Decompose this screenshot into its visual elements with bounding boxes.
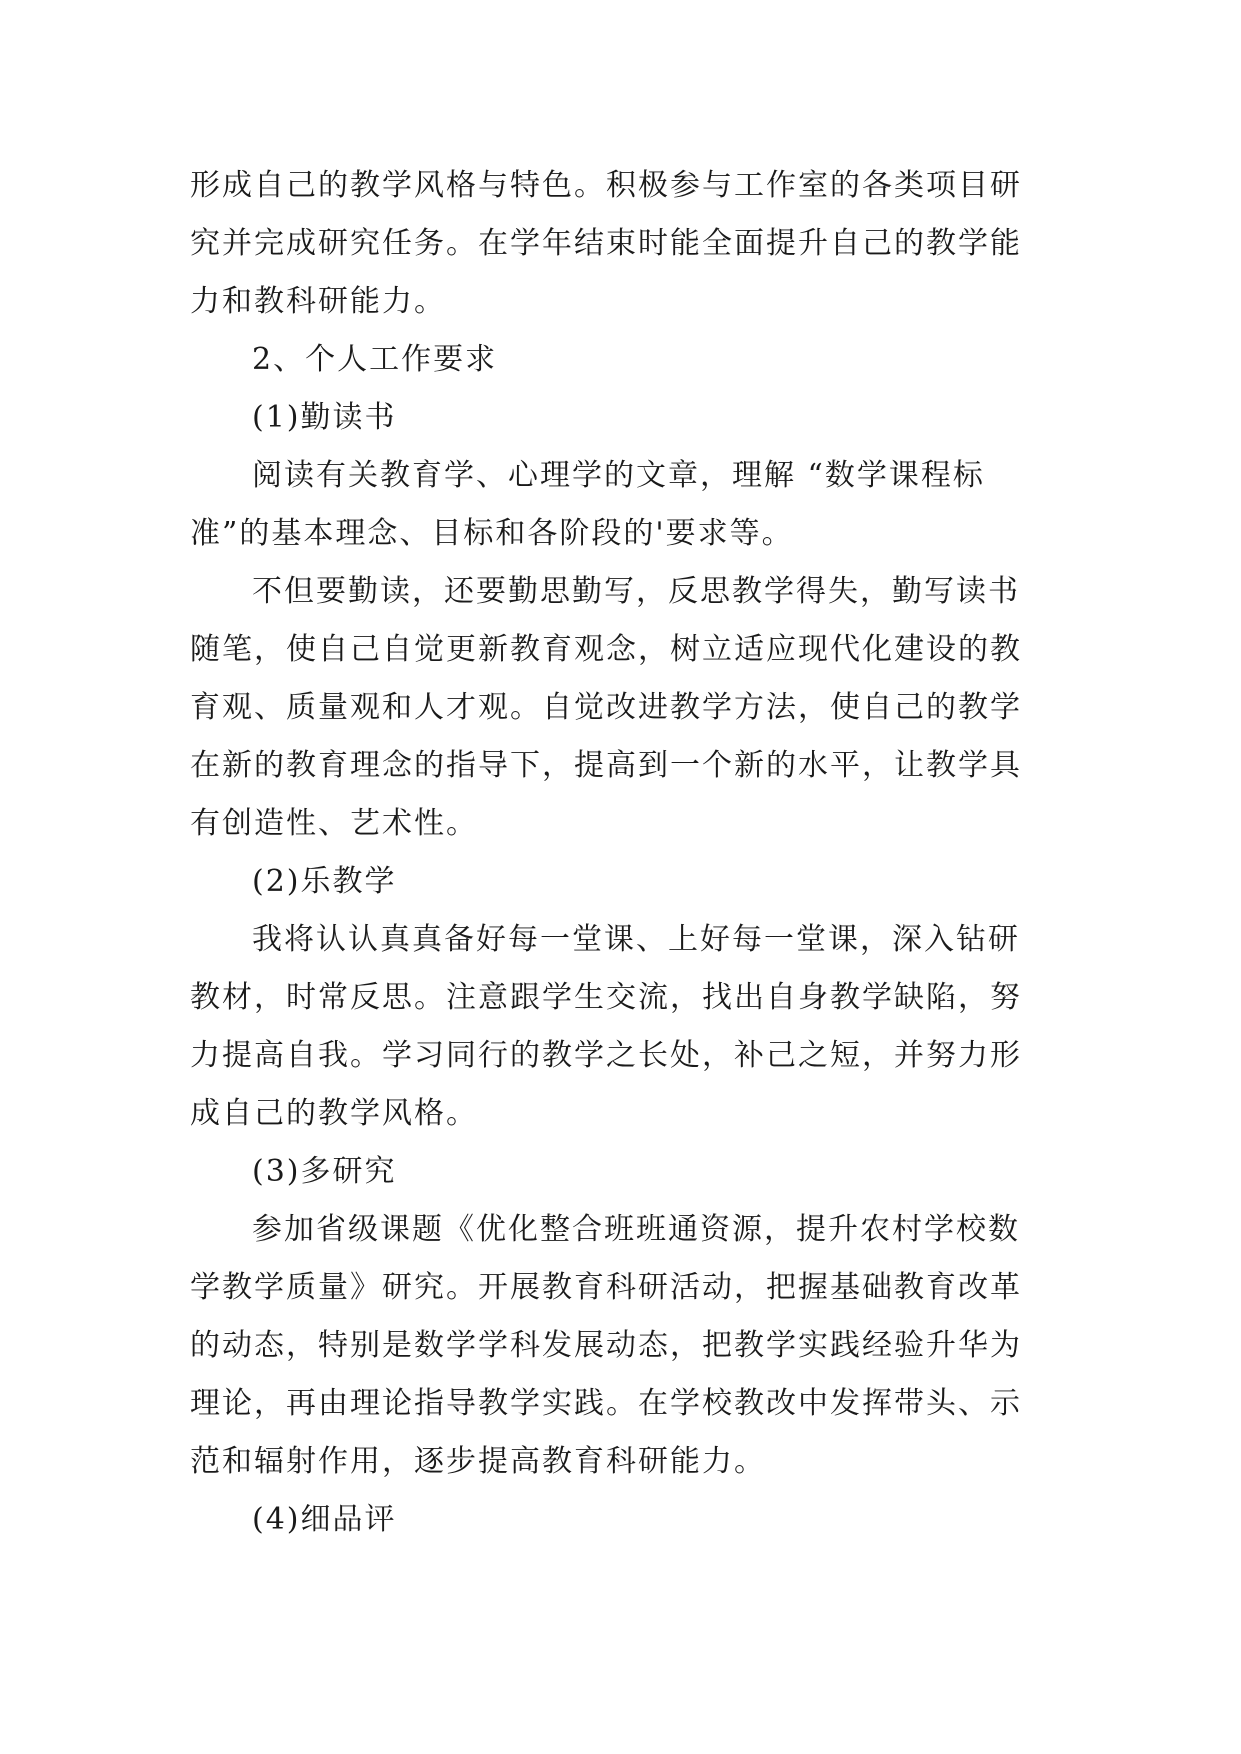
text-line: 究并完成研究任务。在学年结束时能全面提升自己的教学能 [190,226,1022,261]
text-line: 随笔，使自己自觉更新教育观念，树立适应现代化建设的教 [190,632,1022,667]
subsection-heading: (2)乐教学 [252,864,397,899]
text-line: 育观、质量观和人才观。自觉改进教学方法，使自己的教学 [190,690,1022,725]
text-line: 在新的教育理念的指导下，提高到一个新的水平，让教学具 [190,748,1022,783]
text-line: 的动态，特别是数学学科发展动态，把教学实践经验升华为 [190,1328,1022,1363]
text-line: 阅读有关教育学、心理学的文章，理解 “数学课程标 [252,458,985,493]
text-line: 有创造性、艺术性。 [190,806,478,841]
text-line: 理论，再由理论指导教学实践。在学校教改中发挥带头、示 [190,1386,1022,1421]
text-line: 不但要勤读，还要勤思勤写，反思教学得失，勤写读书 [252,574,1020,609]
subsection-heading: (3)多研究 [252,1154,397,1189]
text-line: 成自己的教学风格。 [190,1096,478,1131]
text-line: 参加省级课题《优化整合班班通资源，提升农村学校数 [252,1212,1020,1247]
text-line: 准”的基本理念、目标和各阶段的'要求等。 [190,516,794,551]
text-line: 力和教科研能力。 [190,284,446,319]
text-line: 形成自己的教学风格与特色。积极参与工作室的各类项目研 [190,168,1022,203]
subsection-heading: (1)勤读书 [252,400,397,435]
text-line: 我将认认真真备好每一堂课、上好每一堂课，深入钻研 [252,922,1020,957]
subsection-heading: (4)细品评 [252,1502,397,1537]
text-line: 教材，时常反思。注意跟学生交流，找出自身教学缺陷，努 [190,980,1022,1015]
text-line: 学教学质量》研究。开展教育科研活动，把握基础教育改革 [190,1270,1022,1305]
text-line: 力提高自我。学习同行的教学之长处，补己之短，并努力形 [190,1038,1022,1073]
section-heading: 2、个人工作要求 [252,342,498,377]
text-line: 范和辐射作用，逐步提高教育科研能力。 [190,1444,766,1479]
